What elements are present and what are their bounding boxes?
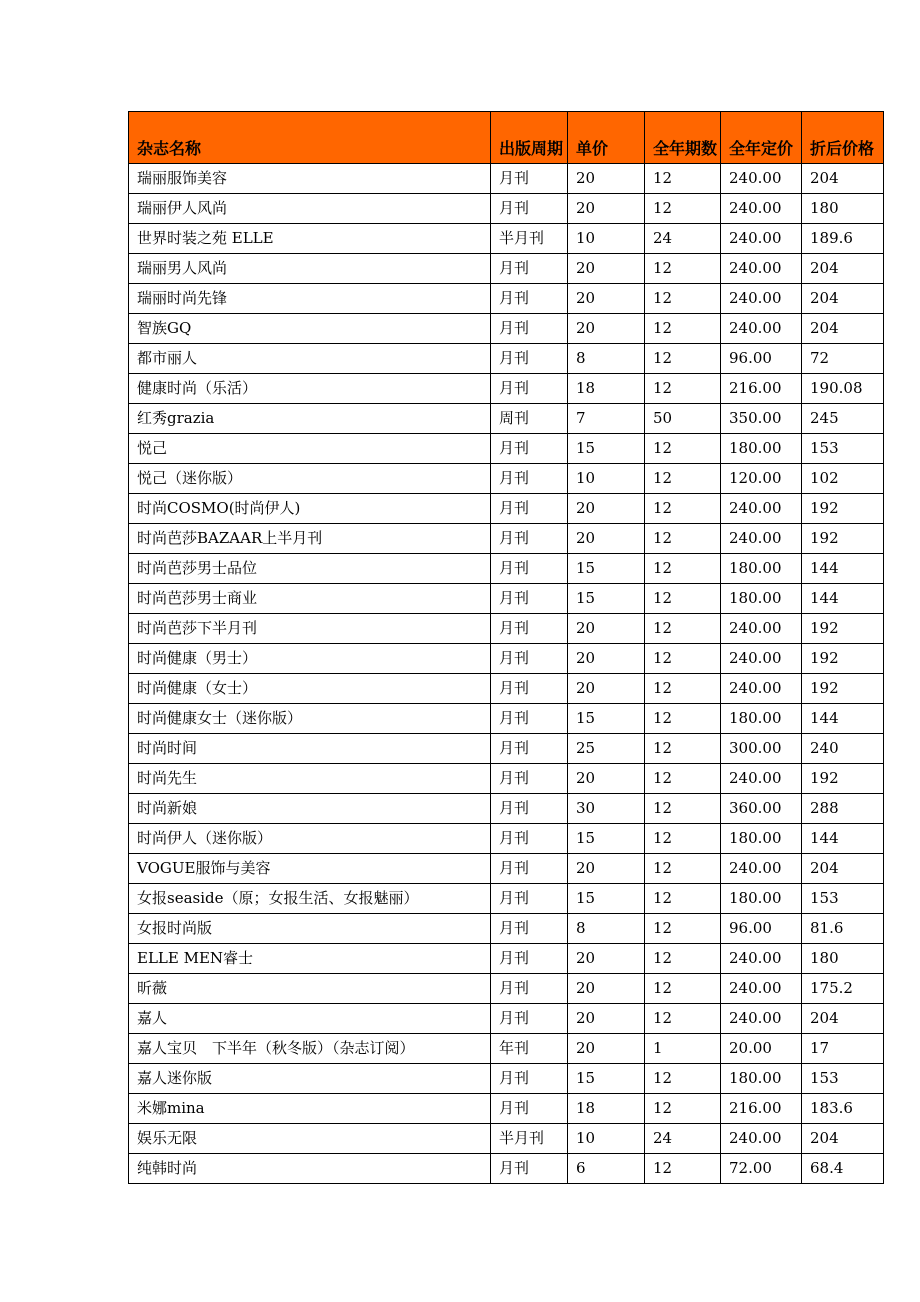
cell-unit-price: 10 (568, 1124, 645, 1154)
cell-magazine-name: 健康时尚（乐活） (129, 374, 491, 404)
table-row (129, 884, 884, 914)
cell-unit-price: 15 (568, 824, 645, 854)
cell-publication-cycle: 月刊 (491, 254, 568, 284)
cell-discount-price: 144 (802, 554, 884, 584)
cell-discount-price: 190.08 (802, 374, 884, 404)
cell-issues-per-year: 12 (645, 914, 721, 944)
cell-unit-price: 30 (568, 794, 645, 824)
cell-discount-price: 144 (802, 704, 884, 734)
cell-issues-per-year: 1 (645, 1034, 721, 1064)
cell-discount-price: 180 (802, 194, 884, 224)
cell-discount-price: 240 (802, 734, 884, 764)
table-row (129, 1004, 884, 1034)
cell-publication-cycle: 月刊 (491, 434, 568, 464)
cell-magazine-name: 娱乐无限 (129, 1124, 491, 1154)
cell-publication-cycle: 月刊 (491, 374, 568, 404)
cell-unit-price: 20 (568, 164, 645, 194)
cell-annual-price: 240.00 (721, 674, 802, 704)
cell-issues-per-year: 12 (645, 314, 721, 344)
table-row (129, 1154, 884, 1184)
header-annual-price: 全年定价 (721, 112, 802, 164)
cell-issues-per-year: 12 (645, 464, 721, 494)
cell-annual-price: 180.00 (721, 1064, 802, 1094)
cell-unit-price: 20 (568, 644, 645, 674)
cell-discount-price: 204 (802, 1004, 884, 1034)
cell-publication-cycle: 月刊 (491, 1154, 568, 1184)
cell-discount-price: 204 (802, 284, 884, 314)
cell-publication-cycle: 月刊 (491, 194, 568, 224)
cell-magazine-name: 悦己 (129, 434, 491, 464)
cell-publication-cycle: 月刊 (491, 584, 568, 614)
cell-issues-per-year: 12 (645, 494, 721, 524)
cell-issues-per-year: 12 (645, 614, 721, 644)
cell-publication-cycle: 半月刊 (491, 224, 568, 254)
cell-magazine-name: 瑞丽服饰美容 (129, 164, 491, 194)
cell-magazine-name: 智族GQ (129, 314, 491, 344)
cell-magazine-name: 时尚先生 (129, 764, 491, 794)
table-row (129, 644, 884, 674)
cell-issues-per-year: 12 (645, 1004, 721, 1034)
cell-issues-per-year: 12 (645, 524, 721, 554)
cell-unit-price: 10 (568, 464, 645, 494)
cell-publication-cycle: 月刊 (491, 1064, 568, 1094)
table-row (129, 794, 884, 824)
cell-issues-per-year: 12 (645, 734, 721, 764)
cell-discount-price: 189.6 (802, 224, 884, 254)
cell-publication-cycle: 月刊 (491, 884, 568, 914)
cell-discount-price: 175.2 (802, 974, 884, 1004)
cell-issues-per-year: 12 (645, 374, 721, 404)
cell-magazine-name: 时尚健康（男士） (129, 644, 491, 674)
cell-discount-price: 192 (802, 764, 884, 794)
cell-publication-cycle: 半月刊 (491, 1124, 568, 1154)
cell-magazine-name: 嘉人 (129, 1004, 491, 1034)
header-row (129, 112, 884, 164)
cell-issues-per-year: 12 (645, 284, 721, 314)
table-row (129, 494, 884, 524)
cell-issues-per-year: 12 (645, 194, 721, 224)
table-row (129, 614, 884, 644)
cell-annual-price: 240.00 (721, 194, 802, 224)
cell-magazine-name: 瑞丽男人风尚 (129, 254, 491, 284)
cell-publication-cycle: 年刊 (491, 1034, 568, 1064)
cell-unit-price: 20 (568, 614, 645, 644)
cell-magazine-name: 时尚COSMO(时尚伊人) (129, 494, 491, 524)
cell-publication-cycle: 月刊 (491, 824, 568, 854)
table-row (129, 974, 884, 1004)
cell-annual-price: 240.00 (721, 314, 802, 344)
cell-issues-per-year: 12 (645, 1094, 721, 1124)
table-row (129, 524, 884, 554)
cell-unit-price: 20 (568, 314, 645, 344)
table-row (129, 404, 884, 434)
header-issues-per-year: 全年期数 (645, 112, 721, 164)
cell-annual-price: 240.00 (721, 254, 802, 284)
cell-annual-price: 240.00 (721, 524, 802, 554)
table-body (129, 164, 884, 1184)
cell-issues-per-year: 12 (645, 1154, 721, 1184)
cell-discount-price: 68.4 (802, 1154, 884, 1184)
cell-annual-price: 240.00 (721, 614, 802, 644)
cell-magazine-name: 米娜mina (129, 1094, 491, 1124)
table-row (129, 374, 884, 404)
cell-magazine-name: ELLE MEN睿士 (129, 944, 491, 974)
cell-unit-price: 25 (568, 734, 645, 764)
table-row (129, 764, 884, 794)
table-row (129, 1094, 884, 1124)
cell-discount-price: 72 (802, 344, 884, 374)
cell-annual-price: 240.00 (721, 224, 802, 254)
header-discount-price: 折后价格 (802, 112, 884, 164)
cell-publication-cycle: 月刊 (491, 944, 568, 974)
cell-magazine-name: 昕薇 (129, 974, 491, 1004)
cell-magazine-name: VOGUE服饰与美容 (129, 854, 491, 884)
cell-annual-price: 240.00 (721, 164, 802, 194)
cell-issues-per-year: 12 (645, 254, 721, 284)
cell-magazine-name: 时尚时间 (129, 734, 491, 764)
cell-issues-per-year: 12 (645, 584, 721, 614)
cell-publication-cycle: 月刊 (491, 704, 568, 734)
table-row (129, 1034, 884, 1064)
header-magazine-name: 杂志名称 (129, 112, 491, 164)
cell-issues-per-year: 12 (645, 344, 721, 374)
table-row (129, 194, 884, 224)
cell-unit-price: 20 (568, 974, 645, 1004)
cell-discount-price: 81.6 (802, 914, 884, 944)
cell-unit-price: 18 (568, 1094, 645, 1124)
cell-unit-price: 20 (568, 674, 645, 704)
cell-magazine-name: 红秀grazia (129, 404, 491, 434)
header-unit-price: 单价 (568, 112, 645, 164)
cell-unit-price: 15 (568, 704, 645, 734)
cell-annual-price: 300.00 (721, 734, 802, 764)
cell-issues-per-year: 12 (645, 554, 721, 584)
header-publication-cycle: 出版周期 (491, 112, 568, 164)
cell-annual-price: 216.00 (721, 1094, 802, 1124)
cell-annual-price: 72.00 (721, 1154, 802, 1184)
cell-magazine-name: 时尚健康女士（迷你版） (129, 704, 491, 734)
cell-publication-cycle: 月刊 (491, 734, 568, 764)
cell-annual-price: 240.00 (721, 1004, 802, 1034)
magazine-price-table (128, 111, 884, 1184)
cell-unit-price: 20 (568, 944, 645, 974)
cell-magazine-name: 嘉人宝贝 下半年（秋冬版）（杂志订阅） (129, 1034, 491, 1064)
cell-magazine-name: 嘉人迷你版 (129, 1064, 491, 1094)
table-row (129, 344, 884, 374)
cell-publication-cycle: 月刊 (491, 1004, 568, 1034)
cell-annual-price: 240.00 (721, 974, 802, 1004)
cell-unit-price: 20 (568, 764, 645, 794)
cell-discount-price: 192 (802, 614, 884, 644)
cell-unit-price: 20 (568, 524, 645, 554)
cell-issues-per-year: 12 (645, 794, 721, 824)
cell-discount-price: 153 (802, 1064, 884, 1094)
cell-annual-price: 240.00 (721, 854, 802, 884)
cell-magazine-name: 瑞丽时尚先锋 (129, 284, 491, 314)
table-row (129, 164, 884, 194)
cell-annual-price: 350.00 (721, 404, 802, 434)
cell-issues-per-year: 12 (645, 944, 721, 974)
cell-publication-cycle: 月刊 (491, 164, 568, 194)
cell-publication-cycle: 月刊 (491, 1094, 568, 1124)
cell-magazine-name: 时尚芭莎BAZAAR上半月刊 (129, 524, 491, 554)
cell-unit-price: 20 (568, 1004, 645, 1034)
cell-discount-price: 245 (802, 404, 884, 434)
cell-annual-price: 240.00 (721, 284, 802, 314)
cell-unit-price: 18 (568, 374, 645, 404)
table-row (129, 1124, 884, 1154)
cell-discount-price: 192 (802, 674, 884, 704)
cell-magazine-name: 时尚芭莎男士品位 (129, 554, 491, 584)
cell-annual-price: 20.00 (721, 1034, 802, 1064)
cell-annual-price: 180.00 (721, 884, 802, 914)
table-row (129, 224, 884, 254)
cell-magazine-name: 时尚芭莎男士商业 (129, 584, 491, 614)
cell-publication-cycle: 月刊 (491, 644, 568, 674)
cell-magazine-name: 瑞丽伊人风尚 (129, 194, 491, 224)
cell-discount-price: 204 (802, 314, 884, 344)
cell-discount-price: 204 (802, 854, 884, 884)
cell-magazine-name: 女报seaside（原；女报生活、女报魅丽） (129, 884, 491, 914)
cell-discount-price: 288 (802, 794, 884, 824)
cell-publication-cycle: 月刊 (491, 464, 568, 494)
cell-issues-per-year: 12 (645, 1064, 721, 1094)
cell-magazine-name: 时尚新娘 (129, 794, 491, 824)
cell-publication-cycle: 月刊 (491, 614, 568, 644)
cell-magazine-name: 时尚健康（女士） (129, 674, 491, 704)
cell-unit-price: 20 (568, 494, 645, 524)
cell-unit-price: 20 (568, 854, 645, 884)
table-row (129, 434, 884, 464)
cell-unit-price: 15 (568, 884, 645, 914)
cell-magazine-name: 都市丽人 (129, 344, 491, 374)
cell-annual-price: 240.00 (721, 944, 802, 974)
cell-unit-price: 10 (568, 224, 645, 254)
cell-unit-price: 15 (568, 434, 645, 464)
cell-discount-price: 183.6 (802, 1094, 884, 1124)
cell-discount-price: 204 (802, 254, 884, 284)
cell-issues-per-year: 12 (645, 854, 721, 884)
cell-issues-per-year: 12 (645, 164, 721, 194)
cell-annual-price: 240.00 (721, 1124, 802, 1154)
table-row (129, 584, 884, 614)
cell-issues-per-year: 12 (645, 884, 721, 914)
cell-issues-per-year: 24 (645, 1124, 721, 1154)
cell-unit-price: 20 (568, 1034, 645, 1064)
cell-issues-per-year: 12 (645, 704, 721, 734)
cell-magazine-name: 女报时尚版 (129, 914, 491, 944)
cell-annual-price: 180.00 (721, 434, 802, 464)
cell-annual-price: 180.00 (721, 824, 802, 854)
table-row (129, 314, 884, 344)
cell-unit-price: 20 (568, 194, 645, 224)
cell-issues-per-year: 50 (645, 404, 721, 434)
cell-magazine-name: 时尚芭莎下半月刊 (129, 614, 491, 644)
cell-unit-price: 15 (568, 1064, 645, 1094)
cell-publication-cycle: 月刊 (491, 764, 568, 794)
cell-annual-price: 120.00 (721, 464, 802, 494)
table-row (129, 284, 884, 314)
cell-unit-price: 8 (568, 344, 645, 374)
cell-unit-price: 15 (568, 584, 645, 614)
table-row (129, 854, 884, 884)
cell-annual-price: 96.00 (721, 344, 802, 374)
table-row (129, 1064, 884, 1094)
cell-annual-price: 240.00 (721, 764, 802, 794)
cell-discount-price: 192 (802, 494, 884, 524)
cell-publication-cycle: 月刊 (491, 974, 568, 1004)
cell-discount-price: 204 (802, 1124, 884, 1154)
cell-issues-per-year: 24 (645, 224, 721, 254)
cell-annual-price: 216.00 (721, 374, 802, 404)
cell-publication-cycle: 月刊 (491, 914, 568, 944)
cell-publication-cycle: 月刊 (491, 284, 568, 314)
cell-annual-price: 360.00 (721, 794, 802, 824)
cell-discount-price: 144 (802, 584, 884, 614)
cell-publication-cycle: 月刊 (491, 314, 568, 344)
cell-issues-per-year: 12 (645, 674, 721, 704)
table-row (129, 704, 884, 734)
cell-discount-price: 180 (802, 944, 884, 974)
cell-publication-cycle: 周刊 (491, 404, 568, 434)
cell-magazine-name: 世界时装之苑 ELLE (129, 224, 491, 254)
cell-discount-price: 153 (802, 434, 884, 464)
table-row (129, 674, 884, 704)
cell-magazine-name: 纯韩时尚 (129, 1154, 491, 1184)
cell-publication-cycle: 月刊 (491, 794, 568, 824)
cell-annual-price: 180.00 (721, 584, 802, 614)
cell-discount-price: 192 (802, 524, 884, 554)
cell-magazine-name: 悦己（迷你版） (129, 464, 491, 494)
cell-discount-price: 192 (802, 644, 884, 674)
cell-unit-price: 7 (568, 404, 645, 434)
cell-publication-cycle: 月刊 (491, 854, 568, 884)
cell-annual-price: 240.00 (721, 644, 802, 674)
cell-publication-cycle: 月刊 (491, 524, 568, 554)
table-row (129, 554, 884, 584)
table-row (129, 464, 884, 494)
cell-annual-price: 96.00 (721, 914, 802, 944)
cell-magazine-name: 时尚伊人（迷你版） (129, 824, 491, 854)
cell-issues-per-year: 12 (645, 644, 721, 674)
cell-discount-price: 17 (802, 1034, 884, 1064)
cell-annual-price: 240.00 (721, 494, 802, 524)
cell-discount-price: 144 (802, 824, 884, 854)
table-row (129, 734, 884, 764)
cell-publication-cycle: 月刊 (491, 494, 568, 524)
cell-discount-price: 153 (802, 884, 884, 914)
cell-discount-price: 204 (802, 164, 884, 194)
cell-unit-price: 15 (568, 554, 645, 584)
cell-publication-cycle: 月刊 (491, 674, 568, 704)
cell-unit-price: 6 (568, 1154, 645, 1184)
cell-annual-price: 180.00 (721, 704, 802, 734)
cell-issues-per-year: 12 (645, 434, 721, 464)
cell-issues-per-year: 12 (645, 824, 721, 854)
cell-publication-cycle: 月刊 (491, 344, 568, 374)
cell-unit-price: 8 (568, 914, 645, 944)
cell-unit-price: 20 (568, 254, 645, 284)
cell-issues-per-year: 12 (645, 974, 721, 1004)
cell-discount-price: 102 (802, 464, 884, 494)
cell-annual-price: 180.00 (721, 554, 802, 584)
table-row (129, 824, 884, 854)
cell-publication-cycle: 月刊 (491, 554, 568, 584)
table-row (129, 944, 884, 974)
table-header (129, 112, 884, 164)
table-row (129, 914, 884, 944)
table-row (129, 254, 884, 284)
cell-issues-per-year: 12 (645, 764, 721, 794)
cell-unit-price: 20 (568, 284, 645, 314)
